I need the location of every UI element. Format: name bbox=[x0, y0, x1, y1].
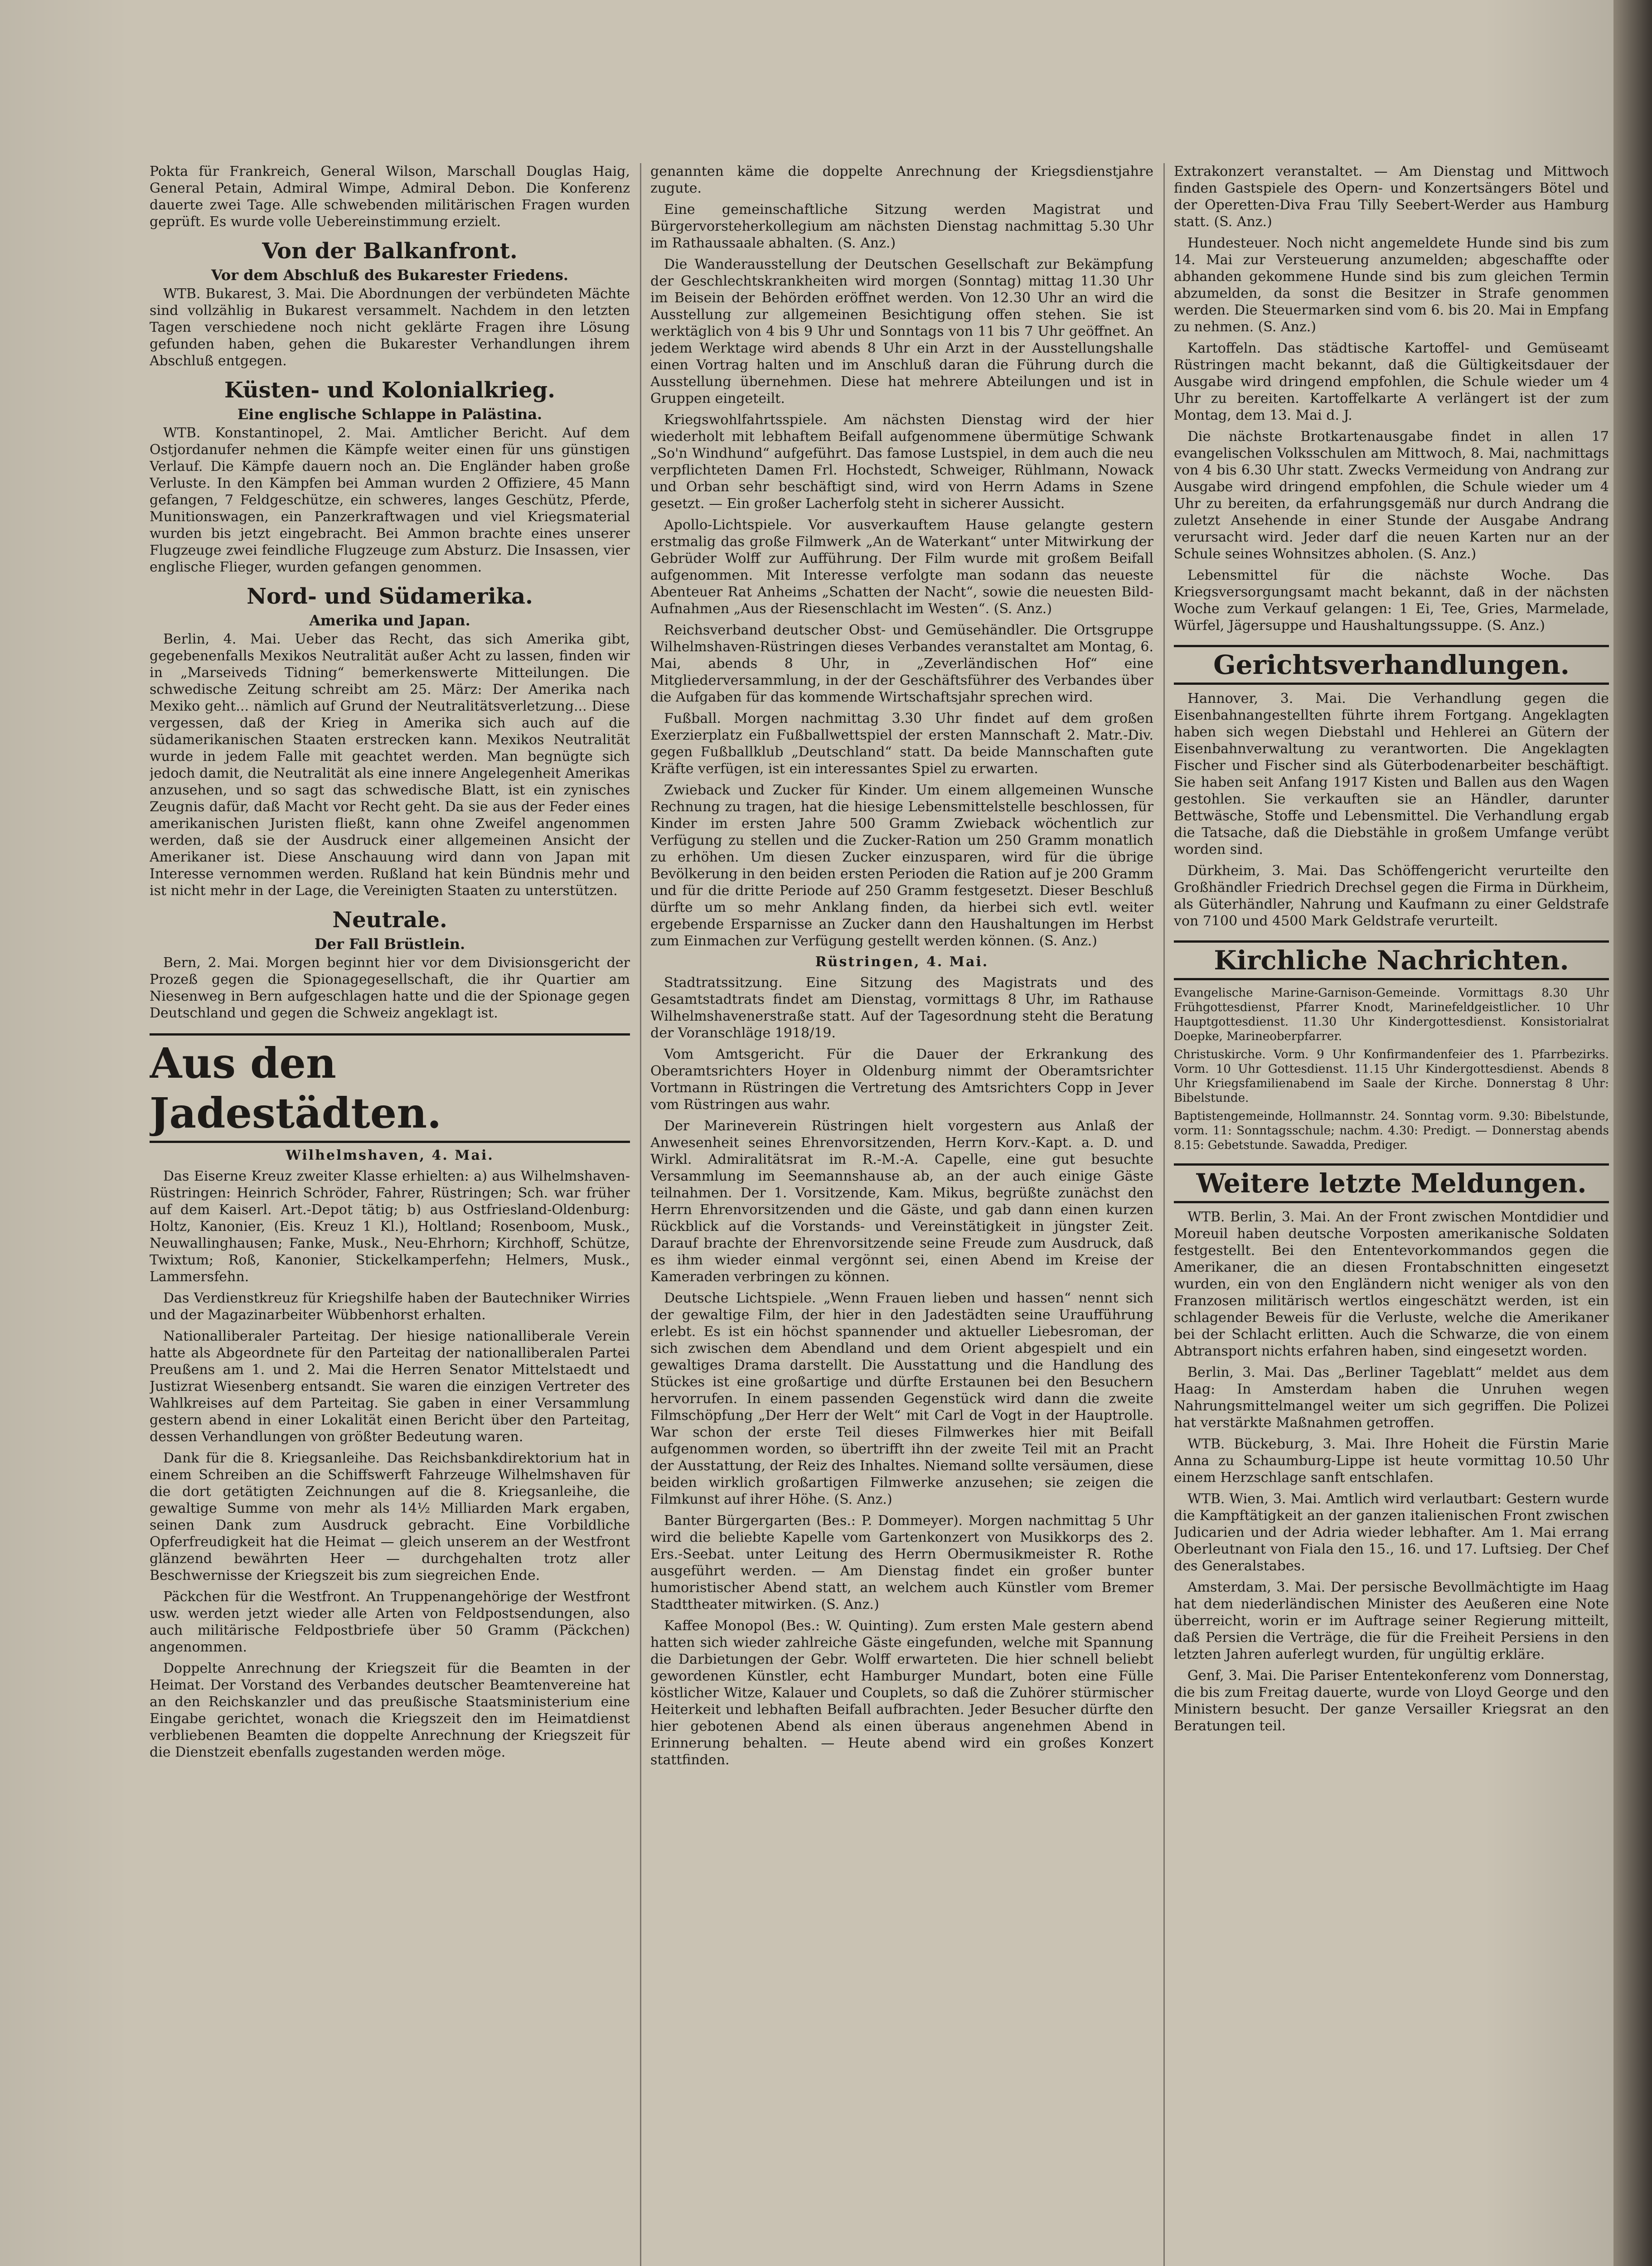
article-text: Bern, 2. Mai. Morgen beginnt hier vor dem Divisionsgericht der Prozeß gegen die Spionagegesellschaft, die ihr Quartier am Niesenweg in Bern aufgeschlagen hatte und die der Spionage gegen Deutschland und gegen die Schweiz angeklagt ist. bbox=[150, 955, 630, 1021]
article-text: Nationalliberaler Parteitag. Der hiesige nationalliberale Verein hatte als Abgeordnete für den Parteitag der nationalliberalen Partei Preußens am 1. und 2. Mai die Herren Senator Mittelstaedt und Justizrat Wiesenberg entsandt. Sie waren die einzigen Vertreter des Wahlkreises auf dem Parteitag. Sie gaben in einer Versammlung gestern abend in einer Lokalität einen Bericht über den Parteitag, dessen Verhandlungen von größter Bedeutung waren. bbox=[150, 1328, 630, 1445]
section-heading: Kirchliche Nachrichten. bbox=[1174, 940, 1609, 980]
article-text: Deutsche Lichtspiele. „Wenn Frauen lieben und hassen“ nennt sich der gewaltige Film, der hier in den Jadestädten seine Uraufführung erlebt. Es ist ein höchst spannender und aktueller Liebesroman, der sich zwischen dem Abendland und dem Orient abgespielt und ein gewaltiges Drama darstellt. Die Ausstattung und die Handlung des Stückes ist eine großartige und dürfte Erstaunen bei den Besuchern hervorrufen. In einem passenden Gegenstück wird dann die zweite Filmschöpfung „Der Herr der Welt“ mit Carl de Vogt in der Hauptrolle. War schon der erste Teil dieses Filmwerkes hier mit Beifall aufgenommen worden, so übertrifft ihn der zweite Teil mit an Pracht der Ausstattung, der Reiz des Inhaltes. Niemand sollte versäumen, diese beiden wirklich großartigen Filmwerke anzusehen; sie zeigen die Filmkunst auf ihrer Höhe. (S. Anz.) bbox=[650, 1290, 1153, 1507]
article-text: Extrakonzert veranstaltet. — Am Dienstag und Mittwoch finden Gastspiele des Opern- und Konzertsängers Bötel und der Operetten-Diva Frau Tilly Seebert-Werder aus Hamburg statt. (S. Anz.) bbox=[1174, 164, 1609, 230]
article-text: Hundesteuer. Noch nicht angemeldete Hunde sind bis zum 14. Mai zur Versteuerung anzumelden; abgeschaffte oder abhanden gekommene Hunde sind bis zum gleichen Termin abzumelden, da sonst die Besitzer in Strafe genommen werden. Die Steuermarken sind vom 6. bis 20. Mai in Empfang zu nehmen. (S. Anz.) bbox=[1174, 235, 1609, 335]
column-right bbox=[1174, 163, 1609, 2266]
church-notice: Christuskirche. Vorm. 9 Uhr Konfirmandenfeier des 1. Pfarrbezirks. Vorm. 10 Uhr Gottesdienst. 11.15 Uhr Kindergottesdienst. Abends 8 Uhr Kriegsfamilienabend im Saale der Kirche. Donnerstag 8 Uhr: Bibelstunde. bbox=[1174, 1048, 1609, 1105]
article-text: Kaffee Monopol (Bes.: W. Quinting). Zum ersten Male gestern abend hatten sich wieder zahlreiche Gäste eingefunden, welche mit Spannung die Darbietungen der Gebr. Wolff erwarteten. Die hier schnell beliebt gewordenen Künstler, echt Hamburger Mundart, boten eine Fülle köstlicher Witze, Kalauer und Couplets, so daß die Zuhörer stürmischer Heiterkeit und lebhaften Beifall aufbrachten. Jeder Besucher dürfte den hier gebotenen Abend als einen überaus angenehmen Abend in Erinnerung behalten. — Heute abend wird ein großes Konzert stattfinden. bbox=[650, 1618, 1153, 1768]
article-text: Vom Amtsgericht. Für die Dauer der Erkrankung des Oberamtsrichters Hoyer in Oldenburg nimmt der Oberamtsrichter Vortmann in Rüstringen die Vertretung des Amtsrichters Copp in Jever vom Rüstringen aus wahr. bbox=[650, 1046, 1153, 1113]
article-text: Amsterdam, 3. Mai. Der persische Bevollmächtigte im Haag hat dem niederländischen Minister des Aeußeren eine Note überreicht, worin er im Auftrage seiner Regierung mitteilt, daß Persien die Verträge, die für die Freiheit Persiens in den letzten Jahren auferlegt wurden, für ungültig erkläre. bbox=[1174, 1579, 1609, 1662]
article-text: Kartoffeln. Das städtische Kartoffel- und Gemüseamt Rüstringen macht bekannt, daß die Gültigkeitsdauer der Ausgabe wird dringend empfohlen, die Schule wieder um 4 Uhr zu bereiten. Kartoffelkarte A verlängert ist der zum Montag, dem 13. Mai d. J. bbox=[1174, 340, 1609, 423]
article-text: Pokta für Frankreich, General Wilson, Marschall Douglas Haig, General Petain, Admiral Wimpe, Admiral Debon. Die Konferenz dauerte zwei Tage. Alle schwebenden militärischen Fragen wurden geprüft. Es wurde volle Uebereinstimmung erzielt. bbox=[150, 164, 630, 230]
church-notice: Evangelische Marine-Garnison-Gemeinde. Vormittags 8.30 Uhr Frühgottesdienst, Pfarrer Knodt, Marinefeldgeistlicher. 10 Uhr Hauptgottesdienst. 11.30 Uhr Kindergottesdienst. Konsistorialrat Doepke, Marineoberpfarrer. bbox=[1174, 986, 1609, 1043]
article-text: Das Eiserne Kreuz zweiter Klasse erhielten: a) aus Wilhelmshaven-Rüstringen: Heinrich Schröder, Fahrer, Rüstringen; Sch. war früher auf dem Kaiserl. Art.-Depot tätig; b) aus Ostfriesland-Oldenburg: Holtz, Kanonier, (Eis. Kreuz 1 Kl.), Holtland; Rosenboom, Musk., Neuwallinghausen; Fanke, Musk., Neu-Ehrhorn; Kirchhoff, Schütze, Twixtum; Roß, Kanonier, Stickelkamperfehn; Helmers, Musk., Lammersfehn. bbox=[150, 1168, 630, 1285]
article-text: Eine gemeinschaftliche Sitzung werden Magistrat und Bürgervorsteherkollegium am nächsten Dienstag nachmittag 5.30 Uhr im Rathaussaale abhalten. (S. Anz.) bbox=[650, 202, 1153, 251]
section-heading: Küsten- und Kolonialkrieg. bbox=[224, 378, 555, 403]
article-text: WTB. Konstantinopel, 2. Mai. Amtlicher Bericht. Auf dem Ostjordanufer nehmen die Kämpfe weiter einen für uns günstigen Verlauf. Die Kämpfe dauern noch an. Die Engländer haben große Verluste. In den Kämpfen bei Amman wurden 2 Offiziere, 45 Mann gefangen, 7 Feldgeschütze, ein schweres, langes Geschütz, Pferde, Munitionswagen, ein Panzerkraftwagen und viel Kriegsmaterial wurden bis jetzt eingebracht. Bei Ammon brachte eines unserer Flugzeuge zwei feindliche Flugzeuge zum Absturz. Die Insassen, vier englische Flieger, wurden gefangen genommen. bbox=[150, 425, 630, 575]
article-text: Genf, 3. Mai. Die Pariser Ententekonferenz vom Donnerstag, die bis zum Freitag dauerte, wurde von Lloyd George und den Ministern besucht. Der ganze Versailler Kriegsrat an den Beratungen teil. bbox=[1174, 1668, 1609, 1734]
article-text: Die nächste Brotkartenausgabe findet in allen 17 evangelischen Volksschulen am Mittwoch, 8. Mai, nachmittags von 4 bis 6.30 Uhr statt. Zwecks Vermeidung von Andrang zur Ausgabe wird dringend empfohlen, die Schule wieder um 4 Uhr zu bereiten, da erfahrungsgemäß nur durch Andrang die zuletzt Ansehende in einer Stunde der Ausgabe Andrang verursacht wird. Jeder darf die neuen Karten nur an der Schule seines Wohnsitzes abholen. (S. Anz.) bbox=[1174, 429, 1609, 562]
article-text: Dürkheim, 3. Mai. Das Schöffengericht verurteilte den Großhändler Friedrich Drechsel gegen die Firma in Dürkheim, als Güterhändler, Nahrung und Kaufmann zu einer Geldstrafe von 7100 und 4500 Mark Geldstrafe verurteilt. bbox=[1174, 863, 1609, 929]
article-text: Lebensmittel für die nächste Woche. Das Kriegsversorgungsamt macht bekannt, daß in der nächsten Woche zum Verkauf gelangen: 1 Ei, Tee, Gries, Marmelade, Würfel, Jägersuppe und Haushaltungssuppe. (S. Anz.) bbox=[1174, 567, 1609, 634]
article-text: Das Verdienstkreuz für Kriegshilfe haben der Bautechniker Wirries und der Magazinarbeiter Wübbenhorst erhalten. bbox=[150, 1290, 630, 1323]
article-text: Banter Bürgergarten (Bes.: P. Dommeyer). Morgen nachmittag 5 Uhr wird die beliebte Kapelle vom Gartenkonzert von Musikkorps des 2. Ers.-Seebat. unter Leitung des Herrn Obermusikmeister R. Rothe ausgeführt werden. — Am Dienstag findet ein großer bunter humoristischer Abend statt, an welchem auch Künstler vom Bremer Stadttheater mitwirken. (S. Anz.) bbox=[650, 1513, 1153, 1612]
column-rule bbox=[640, 163, 641, 2266]
article-subheading: Der Fall Brüstlein. bbox=[314, 935, 465, 953]
section-heading: Gerichtsverhandlungen. bbox=[1174, 645, 1609, 685]
article-text: Der Marineverein Rüstringen hielt vorgestern aus Anlaß der Anwesenheit seines Ehrenvorsitzenden, Herrn Korv.-Kapt. a. D. und Wirkl. Admiralitätsrat im R.-M.-A. Capelle, eine gut besuchte Versammlung im Seemannshause ab, an der auch einige Gäste teilnahmen. Der 1. Vorsitzende, Kam. Mikus, begrüßte zunächst den Herrn Ehrenvorsitzenden und die Gäste, und gab dann einen kurzen Rückblick auf die Vorstands- und Vereinstätigkeit in jüngster Zeit. Darauf brachte der Ehrenvorsitzende seine Freude zum Ausdruck, daß es ihm wieder einmal vergönnt sei, einen Abend im Kreise der Kameraden verbringen zu können. bbox=[650, 1118, 1153, 1285]
article-text: Stadtratssitzung. Eine Sitzung des Magistrats und des Gesamtstadtrats findet am Dienstag, vormittags 8 Uhr, im Rathause Wilhelmshavenerstraße statt. Auf der Tagesordnung steht die Beratung der Voranschläge 1918/19. bbox=[650, 975, 1153, 1041]
article-text: Dank für die 8. Kriegsanleihe. Das Reichsbankdirektorium hat in einem Schreiben an die Schiffswerft Fahrzeuge Wilhelmshaven für die dort getätigten Zeichnungen auf die 8. Kriegsanleihe, die gewaltige Summe von mehr als 14½ Milliarden Mark ergaben, seinen Dank zum Ausdruck gebracht. Eine Vorbildliche Opferfreudigkeit hat die Heimat — gleich unserem an der Westfront glänzend bewährten Heer — durchgehalten trotz aller Beschwernisse der Kriegszeit bis zum siegreichen Ende. bbox=[150, 1450, 630, 1583]
local-section-title: Aus den Jadestädten. bbox=[150, 1033, 630, 1143]
section-heading: Von der Balkanfront. bbox=[262, 238, 518, 264]
article-text: Doppelte Anrechnung der Kriegszeit für die Beamten in der Heimat. Der Vorstand des Verbandes deutscher Beamtenvereine hat an den Reichskanzler und das preußische Staatsministerium eine Eingabe gerichtet, wonach die Kriegszeit den im Heimatdienst verbliebenen Beamten die doppelte Anrechnung der Kriegszeit für die Dienstzeit ebenfalls zugestanden werden möge. bbox=[150, 1661, 630, 1760]
article-text: genannten käme die doppelte Anrechnung der Kriegsdienstjahre zugute. bbox=[650, 164, 1153, 196]
article-text: Hannover, 3. Mai. Die Verhandlung gegen die Eisenbahnangestellten führte ihrem Fortgang. Angeklagten haben sich wegen Diebstahl und Hehlerei an Gütern der Eisenbahnverwaltung zu verantworten. Die Angeklagten Fischer und Fischer sind als Güterbodenarbeiter beschäftigt. Sie haben seit Anfang 1917 Kisten und Ballen aus den Wagen gestohlen. Sie verkauften sie an Händler, darunter Bettwäsche, Stoffe und Lebensmittel. Die Verhandlung ergab die Tatsache, daß die Diebstähle in großem Umfange verübt worden sind. bbox=[1174, 691, 1609, 857]
column-middle bbox=[650, 163, 1153, 2266]
section-heading: Nord- und Südamerika. bbox=[247, 584, 533, 609]
article-text: Reichsverband deutscher Obst- und Gemüsehändler. Die Ortsgruppe Wilhelmshaven-Rüstringen dieses Verbandes veranstaltet am Montag, 6. Mai, abends 8 Uhr, in „Zeverländischen Hof“ eine Mitgliederversammlung, in der der Geschäftsführer des Verbandes über die Aufgaben für das kommende Wirtschaftsjahr sprechen wird. bbox=[650, 622, 1153, 705]
article-text: WTB. Bukarest, 3. Mai. Die Abordnungen der verbündeten Mächte sind vollzählig in Bukarest versammelt. Nachdem in den letzten Tagen verschiedene noch nicht geklärte Fragen ihre Lösung gefunden haben, gehen die Bukarester Verhandlungen ihrem Abschluß entgegen. bbox=[150, 286, 630, 369]
article-text: WTB. Wien, 3. Mai. Amtlich wird verlautbart: Gestern wurde die Kampftätigkeit an der ganzen italienischen Front zwischen Judicarien und der Adria wieder lebhafter. Am 1. Mai errang Oberleutnant von Fiala den 15., 16. und 17. Luftsieg. Der Chef des Generalstabes. bbox=[1174, 1491, 1609, 1574]
column-rule bbox=[1163, 163, 1165, 2266]
article-subheading: Amerika und Japan. bbox=[309, 612, 470, 629]
article-text: Fußball. Morgen nachmittag 3.30 Uhr findet auf dem großen Exerzierplatz ein Fußballwettspiel der ersten Mannschaft 2. Matr.-Div. gegen Fußballklub „Deutschland“ statt. Da beide Mannschaften gute Kräfte verfügen, ist ein interessantes Spiel zu erwarten. bbox=[650, 711, 1153, 777]
article-text: Berlin, 4. Mai. Ueber das Recht, das sich Amerika gibt, gegebenenfalls Mexikos Neutralität außer Acht zu lassen, finden wir in „Marseiveds Tidning“ bemerkenswerte Mitteilungen. Die schwedische Zeitung schreibt am 25. März: Der Amerika nach Mexiko geht... nämlich auf Grund der Neutralitätsverletzung... Diese vergessen, daß der Krieg in Amerika sich auch auf die südamerikanischen Staaten erstrecken kann. Mexikos Neutralität wurde in jedem Falle mit geachtet werden. Man begnügte sich jedoch damit, die Neutralität als eine innere Angelegenheit Amerikas anzusehen, und so sagt das schwedische Blatt, ist ein zynisches Zeugnis dafür, daß Macht vor Recht geht. Da sie aus der Feder eines amerikanischen Juristen fließt, kann ohne Zweifel angenommen werden, daß sie der Ausdruck einer allgemeinen Ansicht der Amerikaner ist. Diese Anschauung wird dann von Japan mit Interesse vernommen werden. Rußland hat kein Bündnis mehr und ist nicht mehr in der Lage, die Vereinigten Staaten zu unterstützen. bbox=[150, 631, 630, 899]
article-text: Päckchen für die Westfront. An Truppenangehörige der Westfront usw. werden jetzt wieder alle Arten von Feldpostsendungen, also auch militärische Feldpostbriefe über 50 Gramm (Päckchen) angenommen. bbox=[150, 1589, 630, 1655]
article-subheading: Eine englische Schlappe in Palästina. bbox=[237, 406, 543, 423]
article-text: WTB. Bückeburg, 3. Mai. Ihre Hoheit die Fürstin Marie Anna zu Schaumburg-Lippe ist heute vormittag 10.50 Uhr einem Herzschlage sanft entschlafen. bbox=[1174, 1436, 1609, 1486]
article-text: Kriegswohlfahrtsspiele. Am nächsten Dienstag wird der hier wiederholt mit lebhaftem Beifall aufgenommene übermütige Schwank „So'n Windhund“ aufgeführt. Das famose Lustspiel, in dem auch die neu verpflichteten Damen Frl. Hochstedt, Schweiger, Rühlmann, Nowack und Orban sehr beschäftigt sind, wird von Herrn Adams in Szene gesetzt. — Ein großer Lacherfolg steht in sicherer Aussicht. bbox=[650, 412, 1153, 512]
article-text: Berlin, 3. Mai. Das „Berliner Tageblatt“ meldet aus dem Haag: In Amsterdam haben die Unruhen wegen Nahrungsmittelmangel weiter um sich gegriffen. Die Polizei hat verstärkte Maßnahmen getroffen. bbox=[1174, 1365, 1609, 1431]
book-spine-edge bbox=[1613, 0, 1652, 2266]
column-left bbox=[150, 163, 630, 2266]
section-heading: Neutrale. bbox=[332, 907, 447, 933]
article-text: WTB. Berlin, 3. Mai. An der Front zwischen Montdidier und Moreuil haben deutsche Vorposten amerikanische Soldaten festgestellt. Bei den Ententevorkommandos gegen die Amerikaner, die an diesen Frontabschnitten eingesetzt wurden, ein von den Engländern nicht weniger als von den Franzosen militärisch wertlos eingeschätzt werden, ist ein schlagender Beweis für die Verluste, welche die Amerikaner bei der Schlacht erlitten. Auch die Schwarze, die von einem Abtransport nichts erfahren haben, sind eingesetzt worden. bbox=[1174, 1209, 1609, 1359]
article-text: Zwieback und Zucker für Kinder. Um einem allgemeinen Wunsche Rechnung zu tragen, hat die hiesige Lebensmittelstelle beschlossen, für Kinder im ersten Jahre 500 Gramm Zwieback wöchentlich zur Verfügung zu stellen und die Zucker-Ration um 250 Gramm monatlich zu erhöhen. Um diesen Zucker einzusparen, wird für die übrige Bevölkerung in den beiden ersten Perioden die Ration auf je 200 Gramm und für die dritte Periode auf 250 Gramm festgesetzt. Dieser Beschluß dürfte um so mehr Anklang finden, da hierbei sich evtl. weiter ergebende Ersparnisse an Zucker dann den Haushaltungen im Herbst zum Einmachen zur Verfügung gestellt werden können. (S. Anz.) bbox=[650, 782, 1153, 949]
dateline: Wilhelmshaven, 4. Mai. bbox=[286, 1148, 494, 1163]
article-subheading: Vor dem Abschluß des Bukarester Friedens. bbox=[211, 266, 568, 284]
article-text: Die Wanderausstellung der Deutschen Gesellschaft zur Bekämpfung der Geschlechtskrankheiten wird morgen (Sonntag) mittag 11.30 Uhr im Beisein der Behörden eröffnet werden. Von 12.30 Uhr an wird die Ausstellung zur allgemeinen Besichtigung offen stehen. Sie ist werktäglich von 4 bis 9 Uhr und Sonntags von 11 bis 7 Uhr geöffnet. An jedem Werktage wird abends 8 Uhr ein Arzt in der Ausstellungshalle einen Vortrag halten und im Anschluß daran die Führung durch die Ausstellung übernehmen. Diese hat mehrere Abteilungen und ist in Gruppen eingeteilt. bbox=[650, 257, 1153, 407]
dateline: Rüstringen, 4. Mai. bbox=[815, 954, 989, 970]
section-heading: Weitere letzte Meldungen. bbox=[1174, 1163, 1609, 1203]
article-text: Apollo-Lichtspiele. Vor ausverkauftem Hause gelangte gestern erstmalig das große Filmwerk „An de Waterkant“ unter Mitwirkung der Gebrüder Wolff zur Aufführung. Der Film wurde mit großem Beifall aufgenommen. Mit Interesse verfolgte man sodann das neueste Abenteuer Rat Anheims „Schatten der Nacht“, sowie die neuesten Bild-Aufnahmen „Aus der Riesenschlacht im Westen“. (S. Anz.) bbox=[650, 517, 1153, 617]
church-notice: Baptistengemeinde, Hollmannstr. 24. Sonntag vorm. 9.30: Bibelstunde, vorm. 11: Sonntagsschule; nachm. 4.30: Predigt. — Donnerstag abends 8.15: Gebetstunde. Sawadda, Prediger. bbox=[1174, 1109, 1609, 1152]
